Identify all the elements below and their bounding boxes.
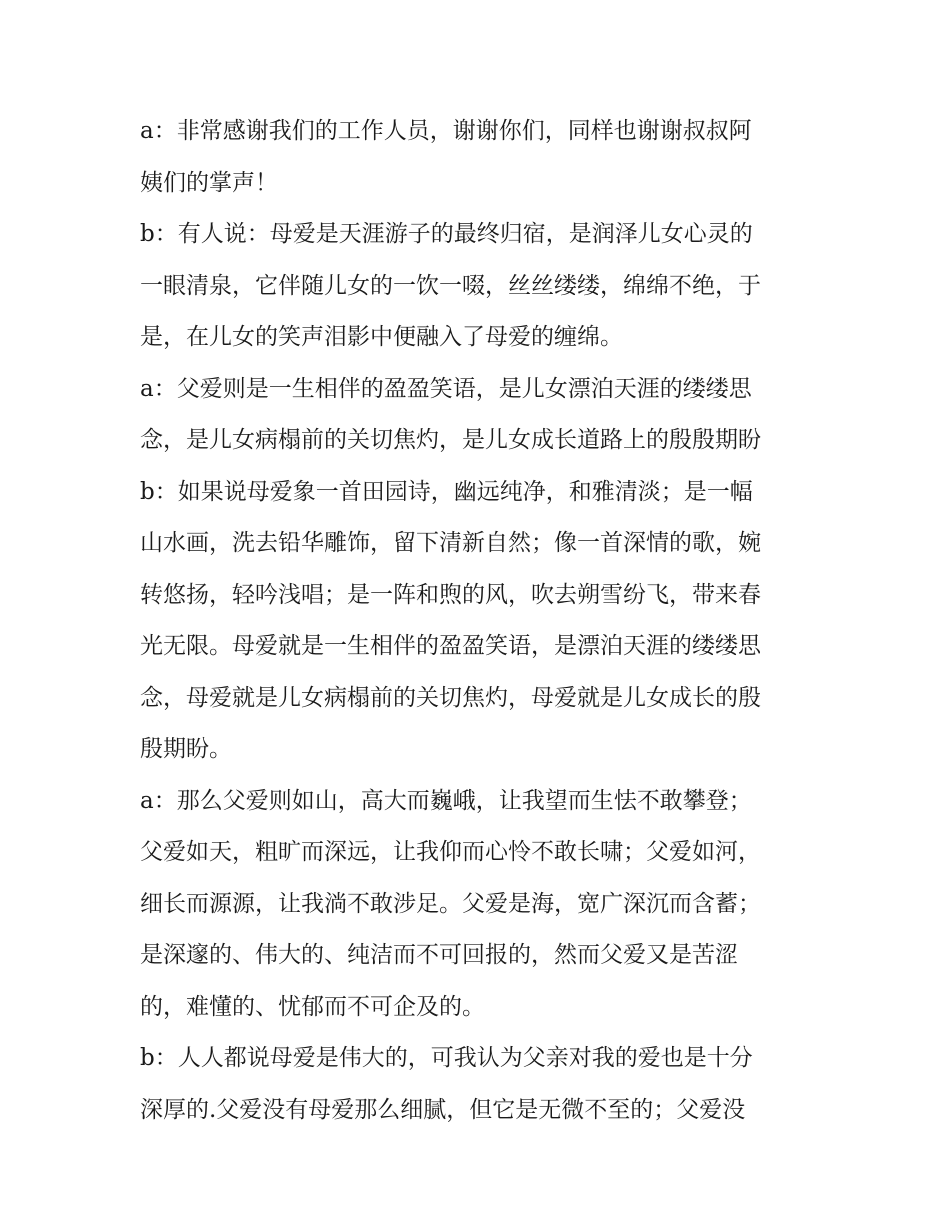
text-line: b：有人说：母爱是天涯游子的最终归宿，是润泽儿女心灵的	[140, 221, 753, 247]
text-line: a：父爱则是一生相伴的盈盈笑语，是儿女漂泊天涯的缕缕思	[140, 375, 752, 402]
dialogue-text	[140, 106, 830, 1136]
text-line: 转悠扬，轻吟浅唱；是一阵和煦的风，吹去朔雪纷飞，带来春	[140, 581, 761, 608]
text-line: 山水画，洗去铅华雕饰，留下清新自然；像一首深情的歌，婉	[140, 530, 761, 556]
text-line: 的，难懂的、忧郁而不可企及的。	[140, 993, 485, 1020]
text-line: 光无限。母爱就是一生相伴的盈盈笑语，是漂泊天涯的缕缕思	[140, 633, 761, 659]
text-line: 是，在儿女的笑声泪影中便融入了母爱的缠绵。	[140, 324, 623, 350]
text-line: b：如果说母爱象一首田园诗，幽远纯净，和雅清淡；是一幅	[140, 478, 753, 505]
text-line: 父爱如天，粗旷而深远，让我仰而心怜不敢长啸；父爱如河，	[140, 839, 761, 865]
text-line: 殷期盼。	[140, 736, 232, 762]
text-line: 深厚的.父爱没有母爱那么细腻，但它是无微不至的；父爱没	[140, 1096, 746, 1123]
text-line: a：非常感谢我们的工作人员，谢谢你们，同样也谢谢叔叔阿	[140, 118, 752, 144]
text-line: 念，母爱就是儿女病榻前的关切焦灼，母爱就是儿女成长的殷	[140, 684, 761, 711]
text-line: b：人人都说母爱是伟大的，可我认为父亲对我的爱也是十分	[140, 1045, 753, 1071]
text-line: 是深邃的、伟大的、纯洁而不可回报的，然而父爱又是苦涩	[140, 942, 738, 968]
text-line: 念，是儿女病榻前的关切焦灼，是儿女成长道路上的殷殷期盼	[140, 427, 761, 453]
text-line: 姨们的掌声！	[140, 169, 278, 196]
text-line: 细长而源源，让我淌不敢涉足。父爱是海，宽广深沉而含蓄；	[140, 890, 761, 917]
text-line: a：那么父爱则如山，高大而巍峨，让我望而生怯不敢攀登；	[140, 787, 752, 814]
text-line: 一眼清泉，它伴随儿女的一饮一啜，丝丝缕缕，绵绵不绝，于	[140, 272, 761, 299]
